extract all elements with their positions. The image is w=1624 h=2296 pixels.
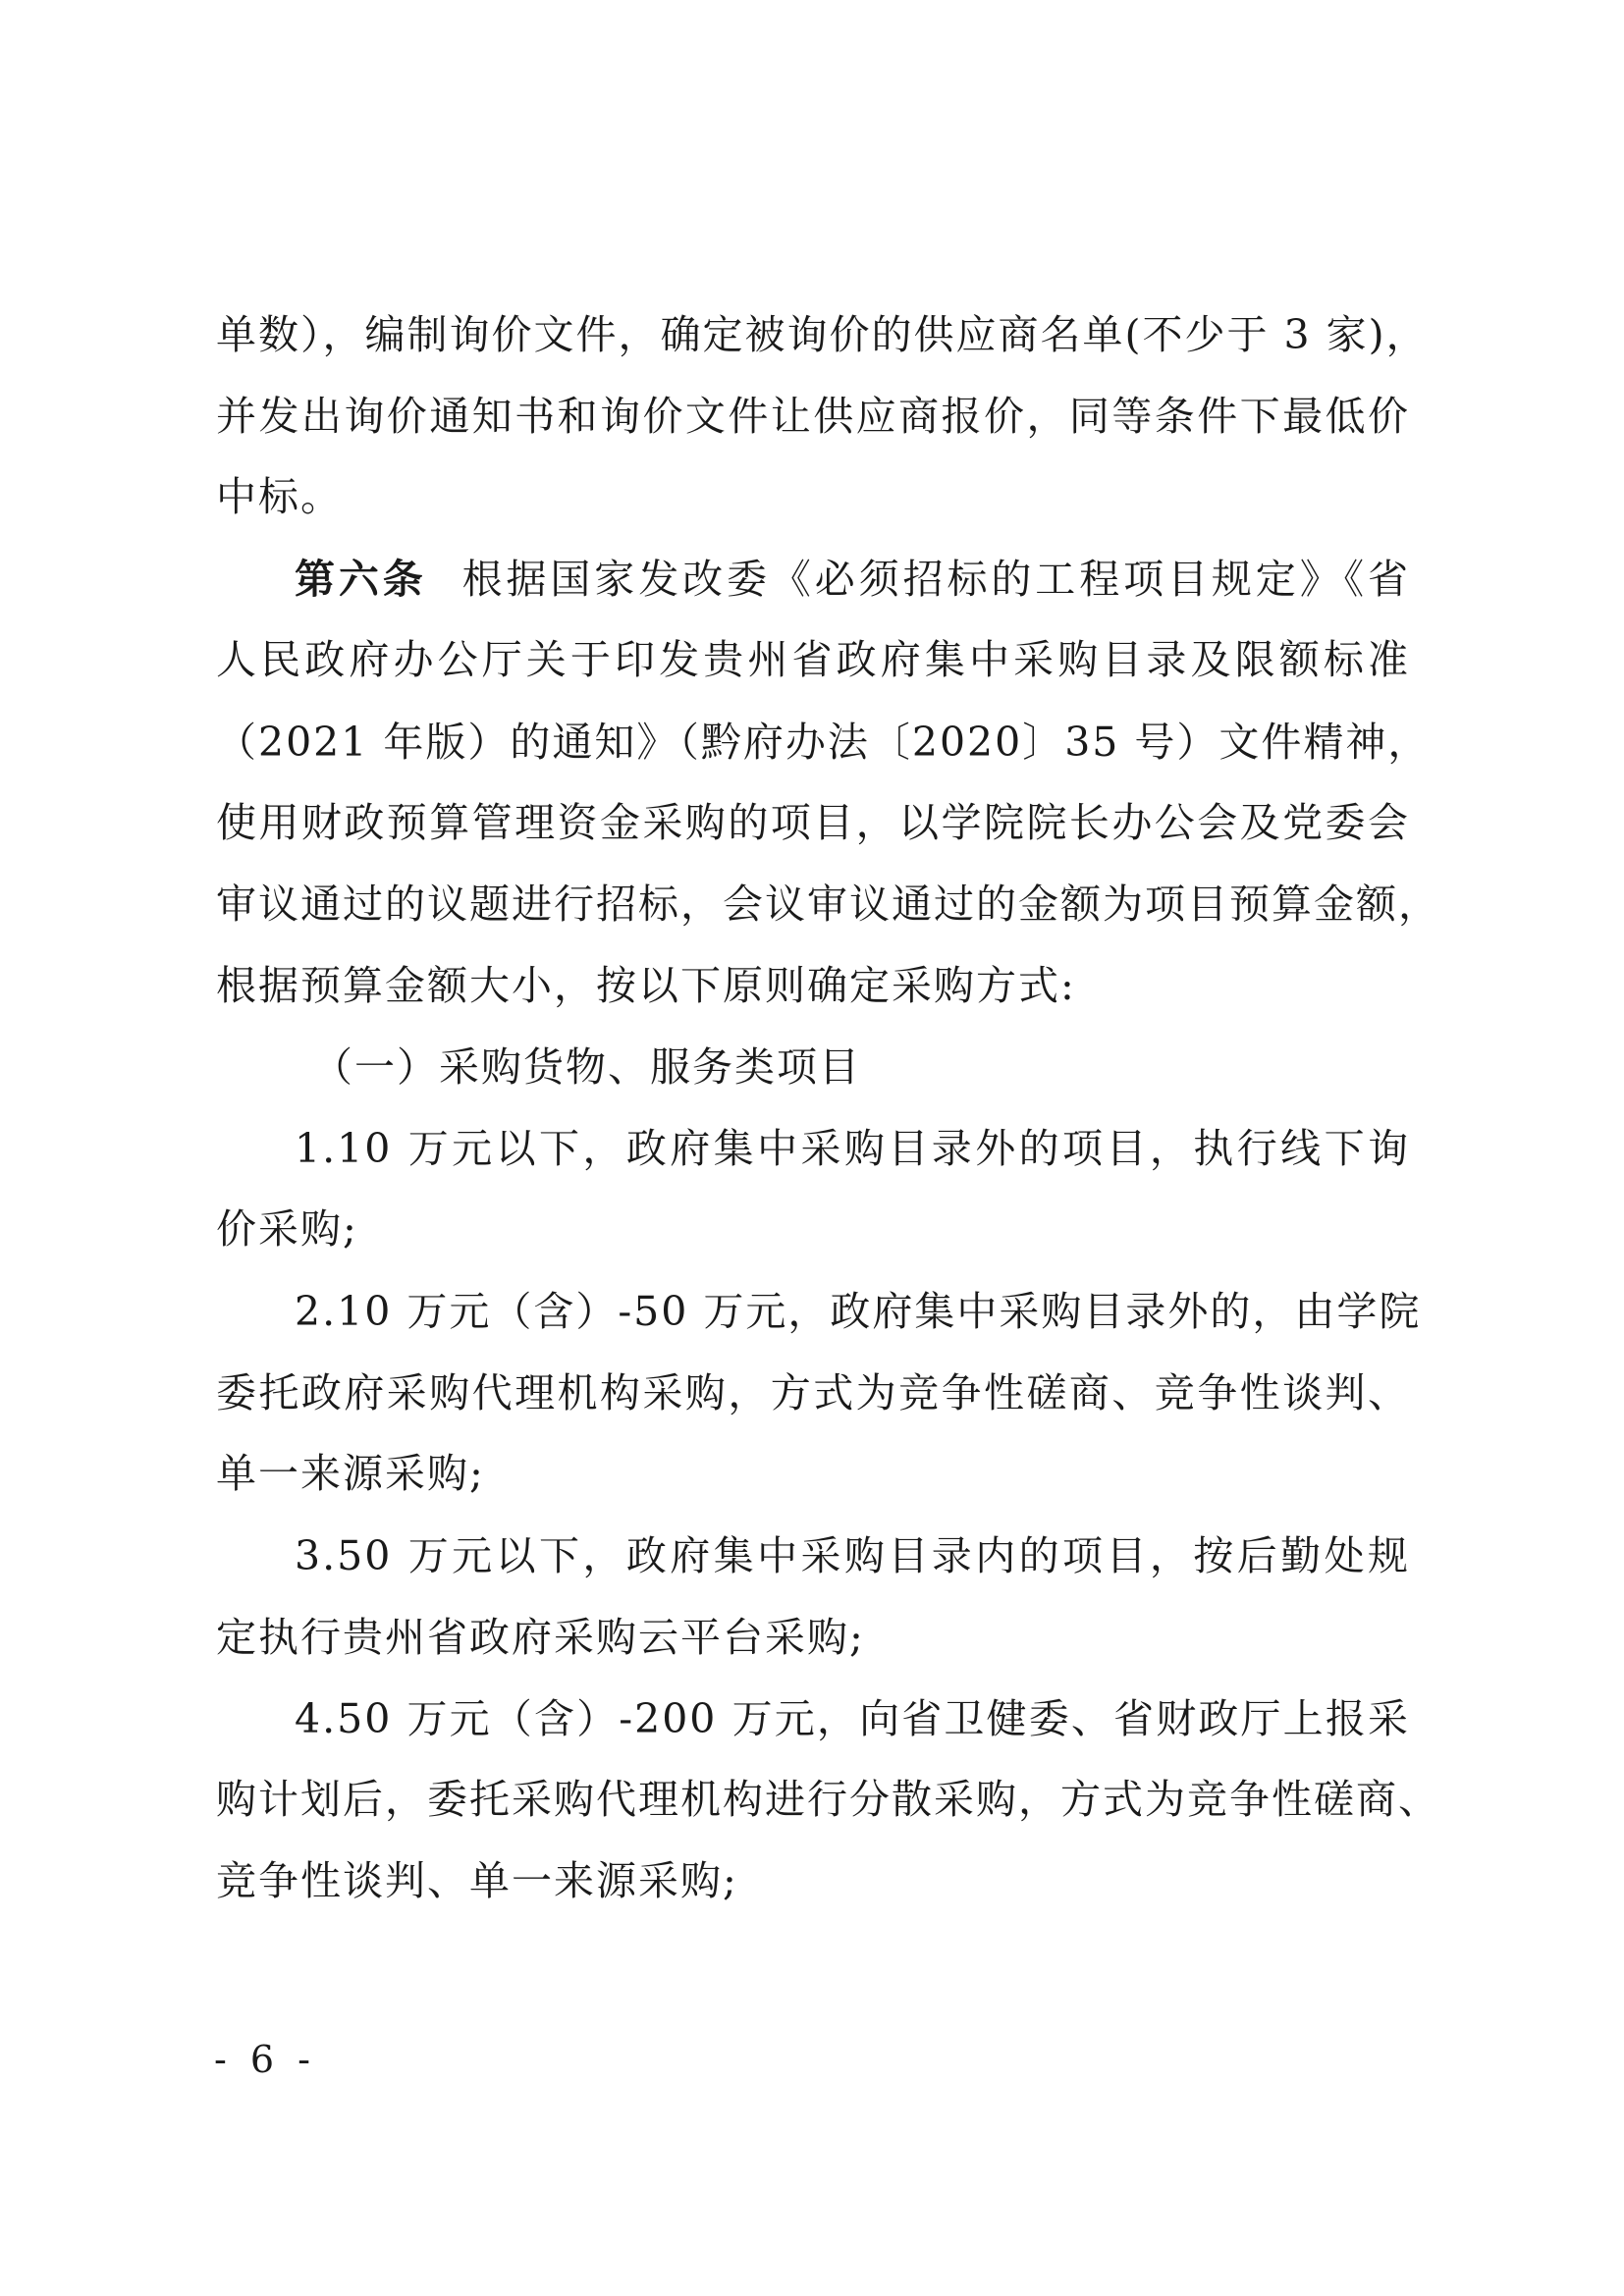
list-item-line: 2.10 万元（含）-50 万元，政府集中采购目录外的，由学院 — [295, 1288, 1422, 1335]
list-item-line: 定执行贵州省政府采购云平台采购; — [216, 1614, 865, 1661]
list-item-line: 竞争性谈判、单一来源采购; — [216, 1857, 738, 1904]
list-item-line: 1.10 万元以下，政府集中采购目录外的项目，执行线下询 — [295, 1125, 1410, 1172]
section-title: （一）采购货物、服务类项目 — [312, 1043, 861, 1091]
article-6-first-line — [295, 550, 1410, 609]
paragraph-line: 单数），编制询价文件，确定被询价的供应商名单(不少于 3 家)， — [216, 311, 1429, 358]
list-item-line: 价采购; — [216, 1205, 358, 1253]
paragraph-line: 人民政府办公厅关于印发贵州省政府集中采购目录及限额标准 — [216, 636, 1410, 683]
list-item-line: 购计划后，委托采购代理机构进行分散采购，方式为竞争性磋商、 — [216, 1776, 1440, 1823]
list-item-line: 委托政府采购代理机构采购，方式为竞争性磋商、竞争性谈判、 — [216, 1369, 1410, 1416]
list-item-line: 4.50 万元（含）-200 万元，向省卫健委、省财政厅上报采 — [295, 1695, 1410, 1742]
article-heading: 第六条 — [295, 556, 427, 603]
list-item-line: 3.50 万元以下，政府集中采购目录内的项目，按后勤处规 — [295, 1532, 1410, 1579]
paragraph-line: 使用财政预算管理资金采购的项目，以学院院长办公会及党委会 — [216, 799, 1410, 846]
article-text: 根据国家发改委《必须招标的工程项目规定》《省 — [460, 556, 1411, 603]
page-number: - 6 - — [214, 2038, 317, 2081]
paragraph-line: 中标。 — [216, 473, 343, 520]
paragraph-line: （2021 年版）的通知》（黔府办法〔2020〕35 号）文件精神， — [216, 719, 1431, 766]
list-item-line: 单一来源采购; — [216, 1450, 485, 1497]
paragraph-line: 并发出询价通知书和询价文件让供应商报价，同等条件下最低价 — [216, 393, 1410, 440]
paragraph-line: 根据预算金额大小，按以下原则确定采购方式: — [216, 962, 1076, 1009]
paragraph-line: 审议通过的议题进行招标，会议审议通过的金额为项目预算金额， — [216, 881, 1440, 928]
